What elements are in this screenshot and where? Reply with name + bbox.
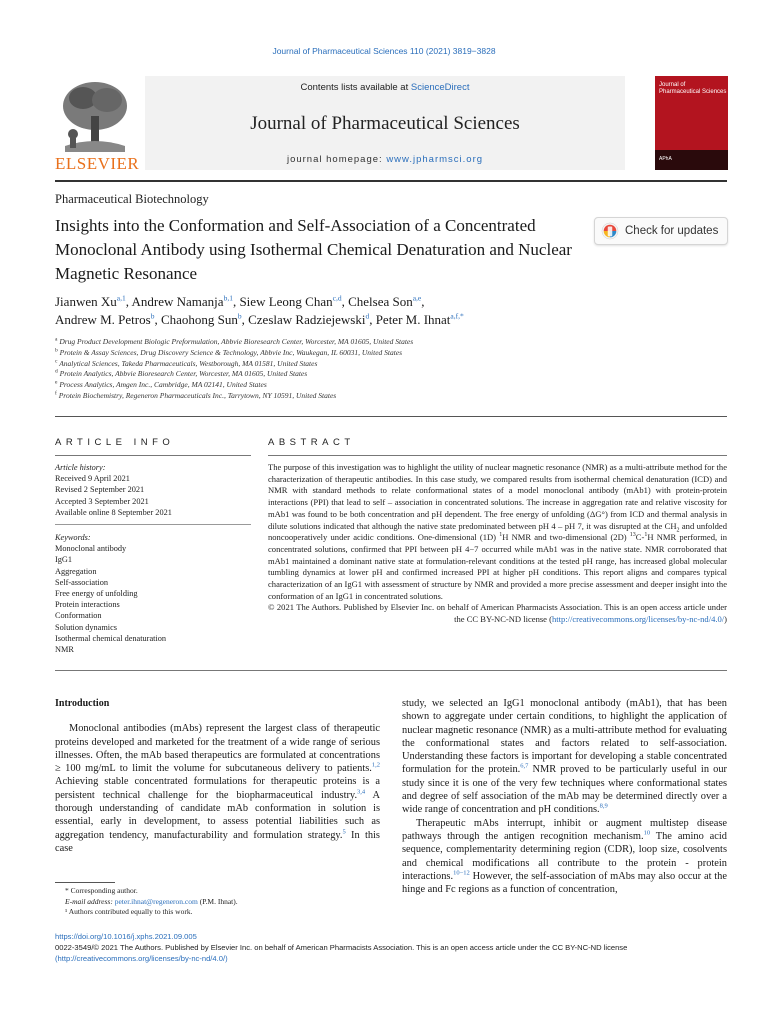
article-title: Insights into the Conformation and Self-Association of a Concentrated Monoclonal Antibody using Isothermal Chemical Denaturation and Nuclear Magnetic Resonance bbox=[55, 216, 572, 283]
author-affil-sup[interactable]: b,1 bbox=[223, 293, 233, 303]
doi-link[interactable]: https://doi.org/10.1016/j.xphs.2021.09.005 bbox=[55, 932, 197, 941]
text-segment: Achieving stable concentrated formulations for therapeutic proteins is a persistent technical challenge for the biopharmaceutical industry. bbox=[55, 776, 380, 801]
author-affil-sup[interactable]: d bbox=[365, 311, 370, 321]
text-segment: The amino acid sequence, complementarity determining region (CDR), loop size, cosolvents and chemical modifications all contribute to the protein - protein interactions. bbox=[402, 830, 727, 882]
keyword-item: Solution dynamics bbox=[55, 622, 117, 632]
affiliation-key: f bbox=[55, 390, 57, 397]
keyword-item: Free energy of unfolding bbox=[55, 589, 138, 599]
copyright-end: ) bbox=[724, 614, 727, 625]
author-affil-sup[interactable]: a,e bbox=[412, 293, 422, 303]
reference-link[interactable]: 5 bbox=[342, 828, 346, 836]
keyword-item: NMR bbox=[55, 645, 74, 655]
affiliation-item bbox=[55, 391, 615, 402]
history-item: Available online 8 September 2021 bbox=[55, 507, 172, 517]
history-item: Accepted 3 September 2021 bbox=[55, 496, 149, 506]
homepage-prefix: journal homepage: bbox=[286, 154, 387, 165]
keywords-rule bbox=[55, 524, 251, 525]
article-info-rule bbox=[55, 455, 251, 456]
text-segment: NMR proved to be particularly useful in our study since it is one of the very few techniques where conformational states and degree of self association of the mAb may be determined directly over a wide range of concentration and pH conditions. bbox=[402, 764, 727, 816]
text-segment: A thorough understanding of candidate mAb conformation in solution is essential, early in development, to assess potential liabilities such as aggregation tendency, manufacturability and formulation strategy. bbox=[55, 789, 380, 841]
text-segment: study, we selected an IgG1 monoclonal antibody (mAb1), that has been shown to aggregate under certain conditions, to highlight the application of nuclear magnetic resonance (NMR) as a multi-attribute method for evaluating the conformational states and factors related to self-association. Understanding these factors is important for developing a stable concentrated formulation for the protein. bbox=[402, 698, 727, 776]
affiliation-key: c bbox=[55, 358, 58, 365]
cover-footer bbox=[655, 150, 728, 170]
intro-paragraph bbox=[402, 697, 727, 817]
author-list: Jianwen Xu$^{a,1}$, Andrew Namanja$^{b,1}$, Siew Leong Chan$^{c,d}$, Chelsea Son$^{a,e}$, Andrew M. Petros$^b$, Chaohong Sun$^b$, Czeslaw Radziejewski$^d$, Peter M. Ihnat$^{a,f,*}$ bbox=[55, 293, 464, 327]
affiliation-item bbox=[55, 369, 615, 380]
section-label: Pharmaceutical Biotechnology bbox=[55, 192, 209, 206]
affiliation-key: e bbox=[55, 379, 58, 386]
reference-link[interactable]: 3,4 bbox=[357, 788, 366, 796]
cover-title: Journal of Pharmaceutical Sciences bbox=[659, 82, 727, 95]
abstract-text bbox=[268, 462, 727, 602]
author-name[interactable]: Chaohong Sun bbox=[160, 312, 238, 327]
keyword-item: Self-association bbox=[55, 577, 108, 587]
keywords bbox=[55, 532, 251, 655]
affiliation-text: Process Analytics, Amgen Inc., Cambridge, MA 02141, United States bbox=[59, 380, 267, 390]
email-label: E-mail address: bbox=[65, 896, 115, 906]
history-heading: Article history: bbox=[55, 463, 106, 472]
author-name[interactable]: Andrew Namanja bbox=[131, 294, 224, 309]
check-updates-label: Check for updates bbox=[625, 225, 719, 237]
subscript: 2 bbox=[676, 527, 680, 534]
author-name[interactable]: Jianwen Xu bbox=[55, 294, 117, 309]
sciencedirect-link[interactable]: ScienceDirect bbox=[410, 82, 470, 93]
affiliation-key: a bbox=[55, 336, 58, 343]
text-segment: However, the self-association of mAbs may also occur at the hinge and Fc regions as a function of concentration, bbox=[402, 870, 727, 896]
author-affil-sup[interactable]: b bbox=[150, 311, 155, 321]
abstract-segment: H NMR and two-dimensional (2D) bbox=[502, 532, 630, 543]
text-segment: Monoclonal antibodies (mAbs) represent the largest class of therapeutic proteins developed and marketed for the treatment of a wide range of serious illnesses. Often, the mAb based therapeutics are formulated at concentrations ≥ 100 mg/mL to limit the volume for subcutaneous delivery to patients. bbox=[55, 723, 380, 775]
abstract-segment: The purpose of this investigation was to highlight the utility of nuclear magnetic resonance (NMR) as a multi-attribute method for the characterization of therapeutic antibodies. In this case study, we compared results from isothermal chemical denaturation (ICD) and NMR with standard methods to relate conformational states of a model monoclonal antibody (mAb1) with protein-protein interactions (PPI) that lead to self – association in concentrated solutions. The increase in aggregation rate and relative viscosity for mAb1 was found to be both concentration and pH dependent. The free energy of unfolding (ΔG°) from ICD and thermal analysis in dilute solutions indicated that although the native state predominated between pH 4 – pH 7, it was disrupted at the CH bbox=[268, 462, 727, 531]
author-name[interactable]: Siew Leong Chan bbox=[239, 294, 333, 309]
abstract-segment: and unfolded noncooperatively under acidic conditions. One-dimensional (1D) bbox=[268, 520, 727, 543]
abstract-segment: C- bbox=[635, 532, 645, 543]
affiliation-text: Protein Biochemistry, Regeneron Pharmaceuticals Inc., Tarrytown, NY 10591, United States bbox=[58, 390, 337, 400]
abstract-copyright bbox=[268, 602, 727, 625]
affiliations bbox=[55, 337, 615, 402]
abstract-bottom-rule bbox=[55, 670, 727, 671]
keyword-item: IgG1 bbox=[55, 555, 73, 565]
footnotes bbox=[55, 886, 380, 918]
reference-link[interactable]: 10 bbox=[643, 829, 651, 837]
keyword-item: Isothermal chemical denaturation bbox=[55, 633, 167, 643]
history-item: Received 9 April 2021 bbox=[55, 474, 130, 484]
reference-link[interactable]: 1,2 bbox=[371, 761, 380, 769]
superscript: 13 bbox=[629, 532, 636, 539]
article-info-heading: ARTICLE INFO bbox=[55, 437, 175, 448]
footer-license-link[interactable]: (http://creativecommons.org/licenses/by-nc-nd/4.0/) bbox=[55, 953, 228, 963]
journal-name: Journal of Pharmaceutical Sciences bbox=[250, 113, 520, 134]
section-divider bbox=[55, 416, 727, 417]
body-column-left bbox=[55, 697, 380, 855]
affiliation-item bbox=[55, 359, 615, 370]
journal-citation[interactable]: Journal of Pharmaceutical Sciences 110 (2021) 3819−3828 bbox=[272, 46, 496, 56]
elsevier-tree-logo bbox=[55, 76, 140, 173]
equal-contribution-note: ¹ Authors contributed equally to this work. bbox=[65, 907, 193, 917]
author-name[interactable]: Czeslaw Radziejewski bbox=[248, 312, 366, 327]
affiliation-item bbox=[55, 380, 615, 391]
superscript: 1 bbox=[499, 532, 503, 539]
email-note bbox=[55, 897, 380, 908]
footer-copyright: 0022-3549/© 2021 The Authors. Published by Elsevier Inc. on behalf of American Pharmacists Association. This is an open access article under the CC BY-NC-ND license bbox=[55, 942, 628, 952]
masthead-banner bbox=[145, 76, 625, 170]
journal-homepage bbox=[145, 154, 625, 165]
affiliation-item bbox=[55, 348, 615, 359]
journal-cover[interactable] bbox=[655, 76, 728, 170]
affiliation-text: Drug Product Development Biologic Preformulation, Abbvie Bioresearch Center, Worcester, MA 01605, United States bbox=[59, 337, 414, 346]
elsevier-wordmark: ELSEVIER bbox=[55, 154, 140, 173]
footnote-rule bbox=[55, 882, 115, 883]
author-name[interactable]: Chelsea Son bbox=[348, 294, 413, 309]
author-affil-sup[interactable]: a,f,* bbox=[450, 311, 464, 321]
abstract-heading: ABSTRACT bbox=[268, 437, 355, 448]
reference-link[interactable]: 6,7 bbox=[520, 763, 529, 771]
keywords-heading: Keywords: bbox=[55, 533, 91, 542]
contents-line bbox=[145, 82, 625, 93]
page-footer bbox=[55, 932, 727, 964]
affiliation-key: b bbox=[55, 347, 58, 354]
introduction-heading: Introduction bbox=[55, 698, 110, 709]
cover-badge: APhA bbox=[659, 156, 672, 162]
check-for-updates-button[interactable] bbox=[594, 217, 728, 245]
intro-paragraph bbox=[55, 722, 380, 855]
homepage-link[interactable]: www.jpharmsci.org bbox=[386, 154, 484, 165]
author-affil-sup[interactable]: a,1 bbox=[116, 293, 126, 303]
copyright-text: © 2021 The Authors. Published by Elsevier Inc. on behalf of American Pharmacists Association. This is an open access article under the CC BY-NC-ND license ( bbox=[268, 602, 727, 625]
keyword-item: Aggregation bbox=[55, 566, 97, 576]
superscript: 1 bbox=[644, 532, 648, 539]
affiliation-key: d bbox=[55, 368, 58, 375]
header-rule bbox=[55, 180, 727, 182]
corresponding-author-note: * Corresponding author. bbox=[65, 886, 138, 895]
author-name[interactable]: Andrew M. Petros bbox=[55, 312, 151, 327]
article-history bbox=[55, 462, 251, 518]
affiliation-text: Protein & Assay Sciences, Drug Discovery Science & Technology, Abbvie Inc, Waukegan, IL 60031, United States bbox=[59, 347, 403, 357]
reference-link[interactable]: 10−12 bbox=[453, 869, 470, 877]
contents-prefix: Contents lists available at bbox=[300, 82, 411, 93]
keyword-item: Monoclonal antibody bbox=[55, 544, 127, 554]
affiliation-item bbox=[55, 337, 615, 348]
keyword-item: Protein interactions bbox=[55, 600, 120, 610]
abstract-segment: H NMR performed, in concentrated solutions, confirmed that PPI between pH 4−7 occurred while mAb1 was in the native state. NMR corroborated that mAb1 maintained a dominant native state at formulation-relevant conditions at the tested pH range, has increased global molecular tumbling dynamics at lower pH and confirmed increased PPI at higher pH conditions. This report aligns and compares typical characterization of an IgG1 with assessment of structure by NMR and provided a more precise assessment and deeper insight into the conformation of an IgG1 in concentrated solutions. bbox=[268, 532, 727, 601]
body-column-right bbox=[402, 697, 727, 896]
affiliation-text: Protein Analytics, Abbvie Bioresearch Center, Worcester, MA 01605, United States bbox=[59, 369, 308, 379]
affiliation-text: Analytical Sciences, Takeda Pharmaceuticals, Westborough, MA 01581, United States bbox=[59, 358, 318, 368]
author-affil-sup[interactable]: c,d bbox=[332, 293, 342, 303]
email-name: (P.M. Ihnat). bbox=[197, 896, 238, 906]
history-item: Revised 2 September 2021 bbox=[55, 485, 145, 495]
email-link[interactable]: peter.ihnat@regeneron.com bbox=[114, 896, 198, 906]
keyword-item: Conformation bbox=[55, 611, 102, 621]
author-name[interactable]: Peter M. Ihnat bbox=[375, 312, 451, 327]
check-updates-icon bbox=[601, 222, 619, 240]
abstract-body bbox=[268, 462, 727, 626]
reference-link[interactable]: 8,9 bbox=[599, 802, 608, 810]
abstract-rule bbox=[268, 455, 727, 456]
masthead bbox=[55, 76, 727, 171]
text-segment: Therapeutic mAbs interrupt, inhibit or augment multistep disease pathways through the antigen recognition mechanism. bbox=[402, 817, 727, 842]
text-segment: In this case bbox=[55, 829, 380, 854]
license-link[interactable]: http://creativecommons.org/licenses/by-nc-nd/4.0/ bbox=[551, 614, 725, 625]
author-affil-sup[interactable]: b bbox=[237, 311, 242, 321]
intro-paragraph bbox=[402, 817, 727, 897]
